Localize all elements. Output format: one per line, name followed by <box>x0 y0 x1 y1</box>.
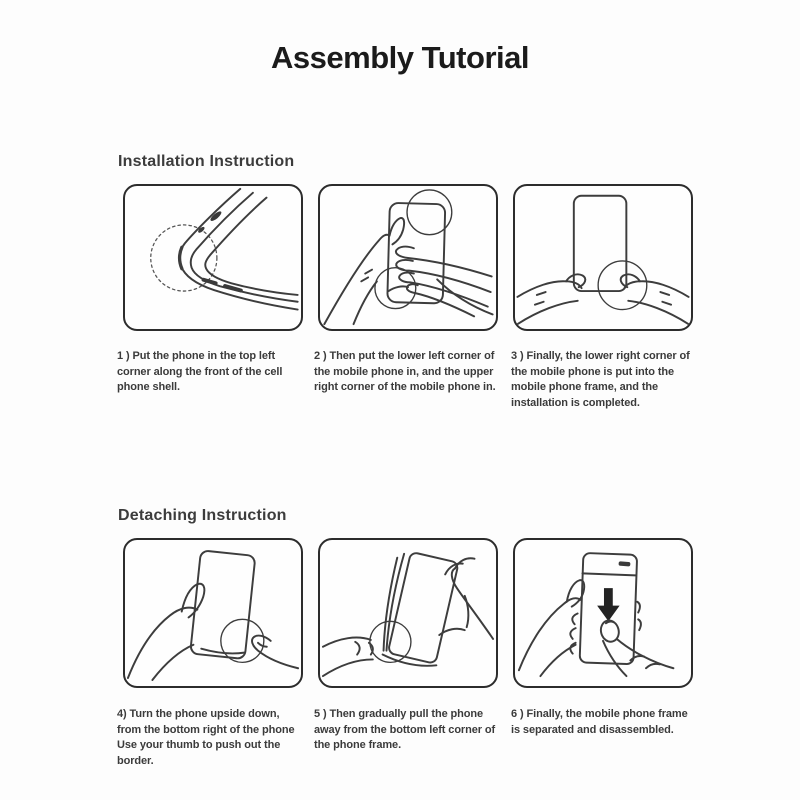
frame-separated-arrow-illustration <box>515 540 691 686</box>
section-heading-installation: Installation Instruction <box>118 153 295 170</box>
hand-pressing-phone-corners-illustration <box>320 186 496 329</box>
right-thumb-sketch <box>252 636 298 669</box>
detaching-captions <box>117 707 717 769</box>
left-hand-sketch <box>324 235 389 324</box>
thumb-pushing-out-border-illustration <box>125 540 301 686</box>
installation-panel-row <box>123 184 693 331</box>
right-hand-sketch <box>624 281 688 297</box>
earpiece-slot <box>618 561 630 566</box>
left-fist-sketch <box>323 638 371 647</box>
step-6-caption: 6 ) Finally, the mobile phone frame is separated and disassembled. <box>511 708 688 736</box>
detach-step-4-panel <box>123 538 303 688</box>
phone-corner-into-case-illustration <box>125 186 301 329</box>
detach-step-5-panel <box>318 538 498 688</box>
install-step-1-panel <box>123 184 303 331</box>
step-3-caption: 3 ) Finally, the lower right corner of the mobile phone is put into the mobile phone frame, and the installation is completed. <box>511 350 690 409</box>
install-step-3-panel <box>513 184 693 331</box>
installation-captions <box>117 349 717 411</box>
step-2-caption: 2 ) Then put the lower left corner of the mobile phone in, and the upper right corner of the mobile phone in. <box>314 350 496 394</box>
page-title: Assembly Tutorial <box>271 40 529 75</box>
section-heading-detaching: Detaching Instruction <box>118 507 287 524</box>
step-1-caption: 1 ) Put the phone in the top left corner along the front of the cell phone shell. <box>117 350 283 394</box>
step-5-caption: 5 ) Then gradually pull the phone away from the bottom left corner of the phone frame. <box>314 708 496 752</box>
down-arrow-icon <box>597 588 619 621</box>
left-hand-sketch <box>517 281 581 297</box>
step-4-caption: 4) Turn the phone upside down, from the bottom right of the phone Use your thumb to push out the border. <box>117 708 295 767</box>
two-thumbs-pressing-bottom-illustration <box>515 186 691 329</box>
detach-step-6-panel <box>513 538 693 688</box>
separating-frame-line <box>384 558 398 651</box>
detaching-panel-row <box>123 538 693 688</box>
pulling-phone-from-frame-illustration <box>320 540 496 686</box>
install-step-2-panel <box>318 184 498 331</box>
